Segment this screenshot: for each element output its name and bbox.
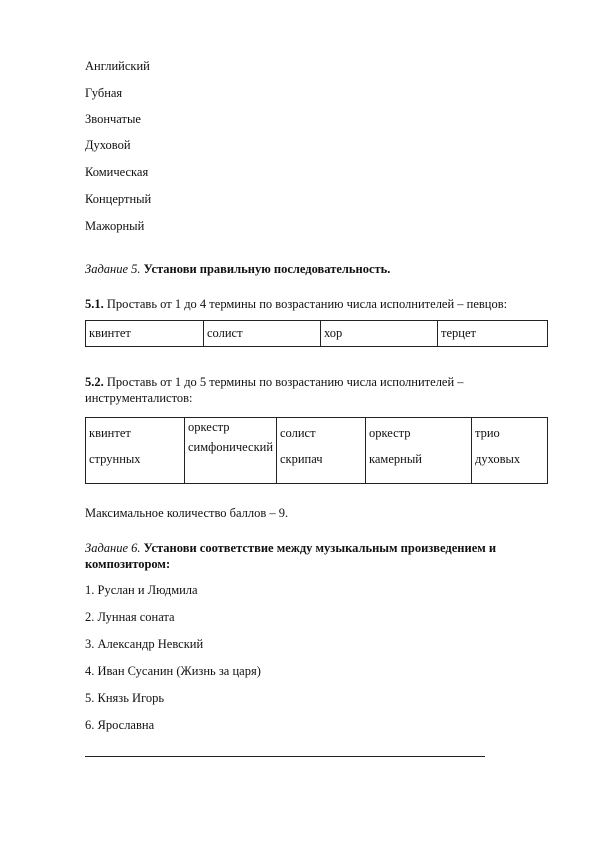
task6-heading (85, 540, 547, 572)
cell-top-text: трио (475, 426, 500, 440)
question-5-1-number: 5.1. (85, 297, 104, 311)
list-item: 1. Руслан и Людмила (85, 583, 198, 597)
table-5-1 (85, 320, 548, 347)
list-item: Звончатые (85, 112, 141, 126)
task5-text: Установи правильную последовательность. (143, 262, 391, 276)
list-item: 4. Иван Сусанин (Жизнь за царя) (85, 664, 261, 678)
table-cell: терцет (438, 321, 548, 347)
table-cell: квинтет (86, 321, 204, 347)
table-cell (185, 418, 277, 484)
question-5-2-text-line2: инструменталистов: (85, 391, 193, 405)
question-5-2-line1 (85, 374, 547, 390)
table-cell: хор (321, 321, 438, 347)
cell-top-text: солист (280, 426, 316, 440)
cell-top-text: квинтет (89, 426, 131, 440)
cell-bottom-text: струнных (89, 452, 141, 466)
max-score: Максимальное количество баллов – 9. (85, 506, 289, 520)
table-row (86, 321, 548, 347)
list-item: Мажорный (85, 219, 145, 233)
cell-top-text: оркестр (188, 420, 230, 434)
list-item: 5. Князь Игорь (85, 691, 165, 705)
cell-bottom-text: камерный (369, 452, 422, 466)
question-5-1-text: Проставь от 1 до 4 термины по возрастанию числа исполнителей – певцов: (106, 297, 508, 311)
table-5-2 (85, 417, 548, 484)
task6-label: Задание 6. (85, 541, 141, 555)
question-5-2 (85, 374, 547, 406)
list-item: Концертный (85, 192, 152, 206)
list-item: Духовой (85, 138, 131, 152)
divider-line (85, 756, 485, 757)
task6-text: Установи соответствие между музыкальным произведением и (143, 541, 497, 555)
table-cell (86, 418, 185, 484)
table-row (86, 418, 548, 484)
task6-text-line2: композитором: (85, 557, 171, 571)
list-item: Губная (85, 86, 123, 100)
list-item: Комическая (85, 165, 149, 179)
list-item: 3. Александр Невский (85, 637, 204, 651)
table-cell (366, 418, 472, 484)
task5-label: Задание 5. (85, 262, 141, 276)
task6-text-line1 (85, 540, 496, 556)
question-5-2-text-line1 (85, 374, 464, 390)
task6-line1 (85, 540, 547, 556)
table-cell: солист (204, 321, 321, 347)
cell-bottom-text: симфонический (188, 440, 274, 454)
question-5-2-number: 5.2. (85, 375, 104, 389)
question-5-1 (85, 297, 507, 311)
table-cell (472, 418, 548, 484)
cell-top-text: оркестр (369, 426, 411, 440)
cell-bottom-text: скрипач (280, 452, 323, 466)
question-5-2-text: Проставь от 1 до 5 термины по возрастанию числа исполнителей – (106, 375, 464, 389)
task5-heading (85, 262, 390, 276)
cell-bottom-text: духовых (475, 452, 521, 466)
list-item: 2. Лунная соната (85, 610, 175, 624)
list-item: Английский (85, 59, 150, 73)
table-cell (277, 418, 366, 484)
list-item: 6. Ярославна (85, 718, 155, 732)
